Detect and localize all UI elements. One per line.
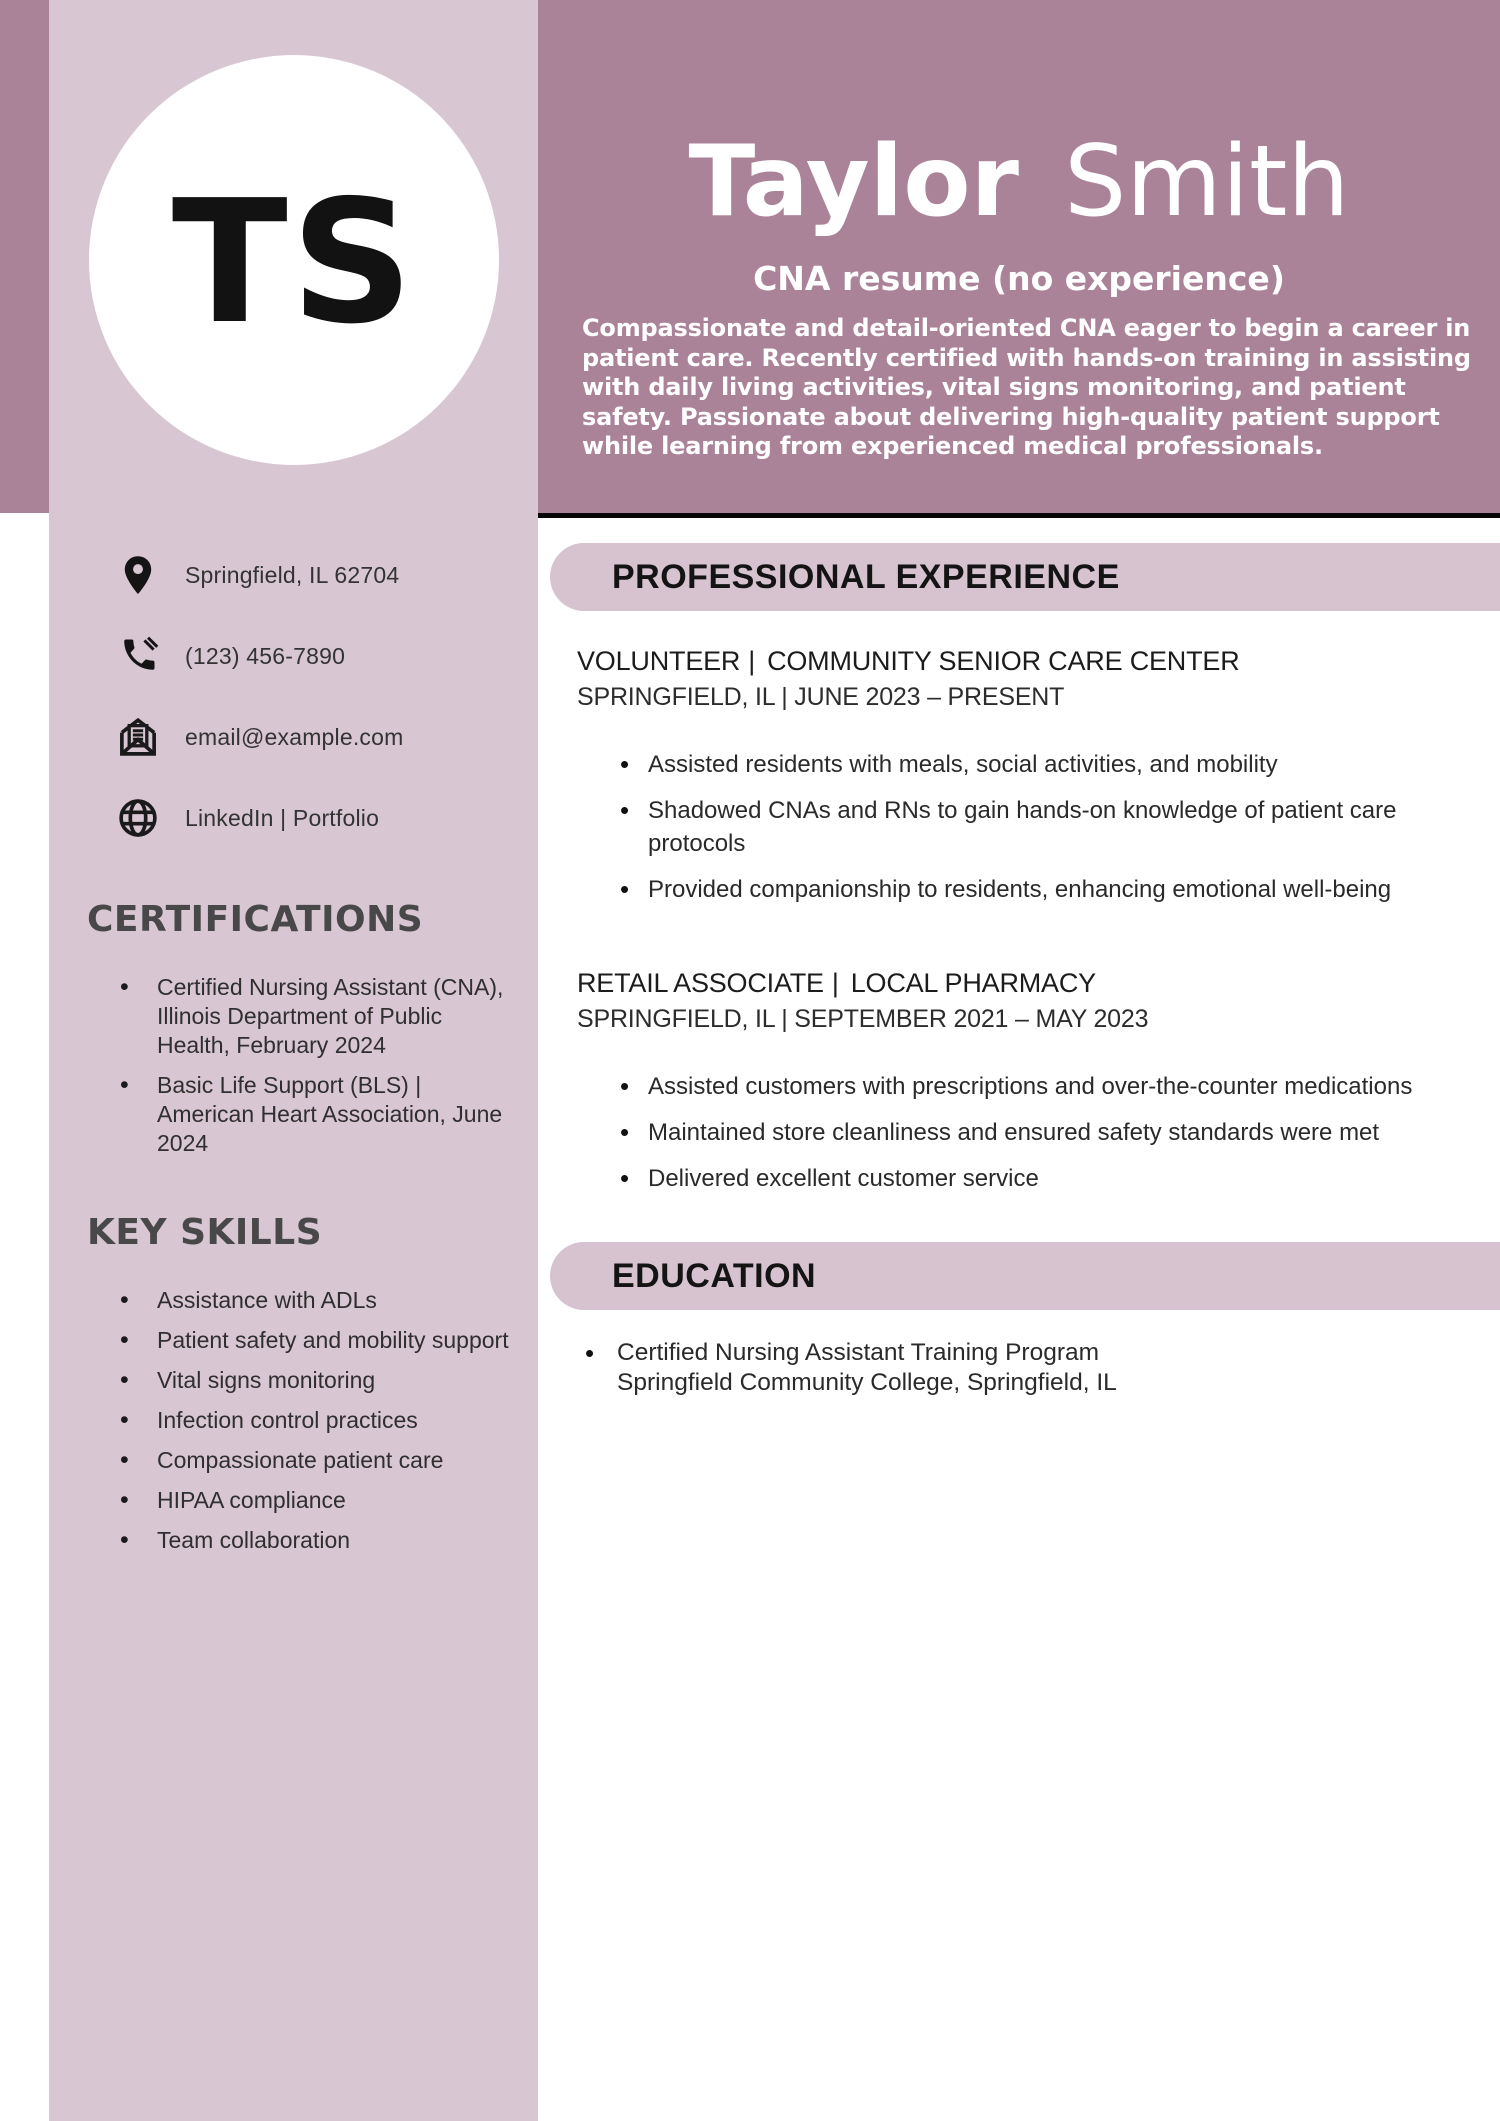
contact-row-links [115, 795, 525, 841]
job-entry-retail-associate [577, 968, 1482, 1208]
skill-item: • Assistance with ADLs [87, 1286, 519, 1315]
phone-icon [115, 633, 161, 679]
job-location-dates: SPRINGFIELD, IL | JUNE 2023 – PRESENT [577, 683, 1065, 711]
certification-item: • Certified Nursing Assistant (CNA), Illinois Department of Public Health, February 2024 [87, 973, 519, 1060]
globe-icon [115, 795, 161, 841]
location-pin-icon [115, 552, 161, 598]
contact-row-phone [115, 633, 525, 679]
job-company: LOCAL PHARMACY [850, 968, 1096, 998]
education-school: Springfield Community College, Springfield, IL [617, 1369, 1117, 1396]
job-company: COMMUNITY SENIOR CARE CENTER [767, 646, 1240, 676]
key-skills-list [87, 1286, 519, 1555]
job-role: VOLUNTEER [577, 646, 741, 676]
avatar [89, 55, 499, 465]
experience-section-title: PROFESSIONAL EXPERIENCE [612, 557, 1120, 596]
experience-section-bar [550, 543, 1500, 611]
skill-item: • Compassionate patient care [87, 1446, 519, 1475]
avatar-initials: TS [171, 164, 417, 362]
sidebar [49, 0, 538, 2121]
job-role: RETAIL ASSOCIATE [577, 968, 824, 998]
job-bullet: • Maintained store cleanliness and ensured safety standards were met [577, 1116, 1478, 1149]
candidate-name [538, 125, 1500, 239]
job-title-divider: | [748, 646, 756, 676]
education-program: • Certified Nursing Assistant Training Program [617, 1339, 1100, 1366]
job-bullet-list [577, 1070, 1482, 1195]
education-list [567, 1338, 1467, 1398]
contact-row-email [115, 714, 525, 760]
email-icon [115, 714, 161, 760]
skill-item: • HIPAA compliance [87, 1486, 519, 1515]
candidate-last-name: Smith [1064, 125, 1350, 239]
contact-list [115, 552, 525, 876]
education-section-bar [550, 1242, 1500, 1310]
job-title [577, 968, 1482, 998]
resume-subtitle: CNA resume (no experience) [753, 259, 1285, 298]
job-entry-volunteer [577, 646, 1482, 919]
contact-phone: (123) 456-7890 [185, 642, 346, 669]
candidate-first-name: Taylor [688, 125, 1019, 239]
job-bullet-list [577, 748, 1482, 906]
contact-email: email@example.com [185, 723, 404, 750]
job-title-divider: | [831, 968, 839, 998]
skill-item: • Infection control practices [87, 1406, 519, 1435]
job-title [577, 646, 1482, 676]
education-section-title: EDUCATION [612, 1256, 817, 1295]
job-bullet: • Shadowed CNAs and RNs to gain hands-on knowledge of patient care protocols [577, 794, 1478, 860]
job-bullet: • Delivered excellent customer service [577, 1162, 1478, 1195]
contact-links: LinkedIn | Portfolio [185, 804, 380, 831]
job-bullet: • Provided companionship to residents, enhancing emotional well-being [577, 873, 1478, 906]
contact-location: Springfield, IL 62704 [185, 561, 400, 588]
skill-item: • Team collaboration [87, 1526, 519, 1555]
professional-summary: Compassionate and detail-oriented CNA eager to begin a career in patient care. Recently certified with hands-on training in assisting with daily living activities, vital signs monitoring, and patient safety. Passionate about delivering high-quality patient support while learning from experienced medical professionals. [582, 314, 1471, 460]
certifications-heading: CERTIFICATIONS [87, 899, 424, 940]
job-bullet: • Assisted customers with prescriptions and over-the-counter medications [577, 1070, 1478, 1103]
education-item [567, 1338, 1467, 1398]
certifications-list [87, 973, 519, 1158]
job-bullet: • Assisted residents with meals, social activities, and mobility [577, 748, 1478, 781]
contact-row-location [115, 552, 525, 598]
header-content [538, 0, 1500, 513]
certification-item: • Basic Life Support (BLS) | American Heart Association, June 2024 [87, 1071, 519, 1158]
header-divider-line [538, 513, 1500, 518]
job-location-dates: SPRINGFIELD, IL | SEPTEMBER 2021 – MAY 2023 [577, 1005, 1149, 1033]
key-skills-heading: KEY SKILLS [87, 1212, 323, 1253]
key-skills-section [87, 1211, 519, 1566]
certifications-section [87, 898, 519, 1169]
skill-item: • Patient safety and mobility support [87, 1326, 519, 1355]
skill-item: • Vital signs monitoring [87, 1366, 519, 1395]
